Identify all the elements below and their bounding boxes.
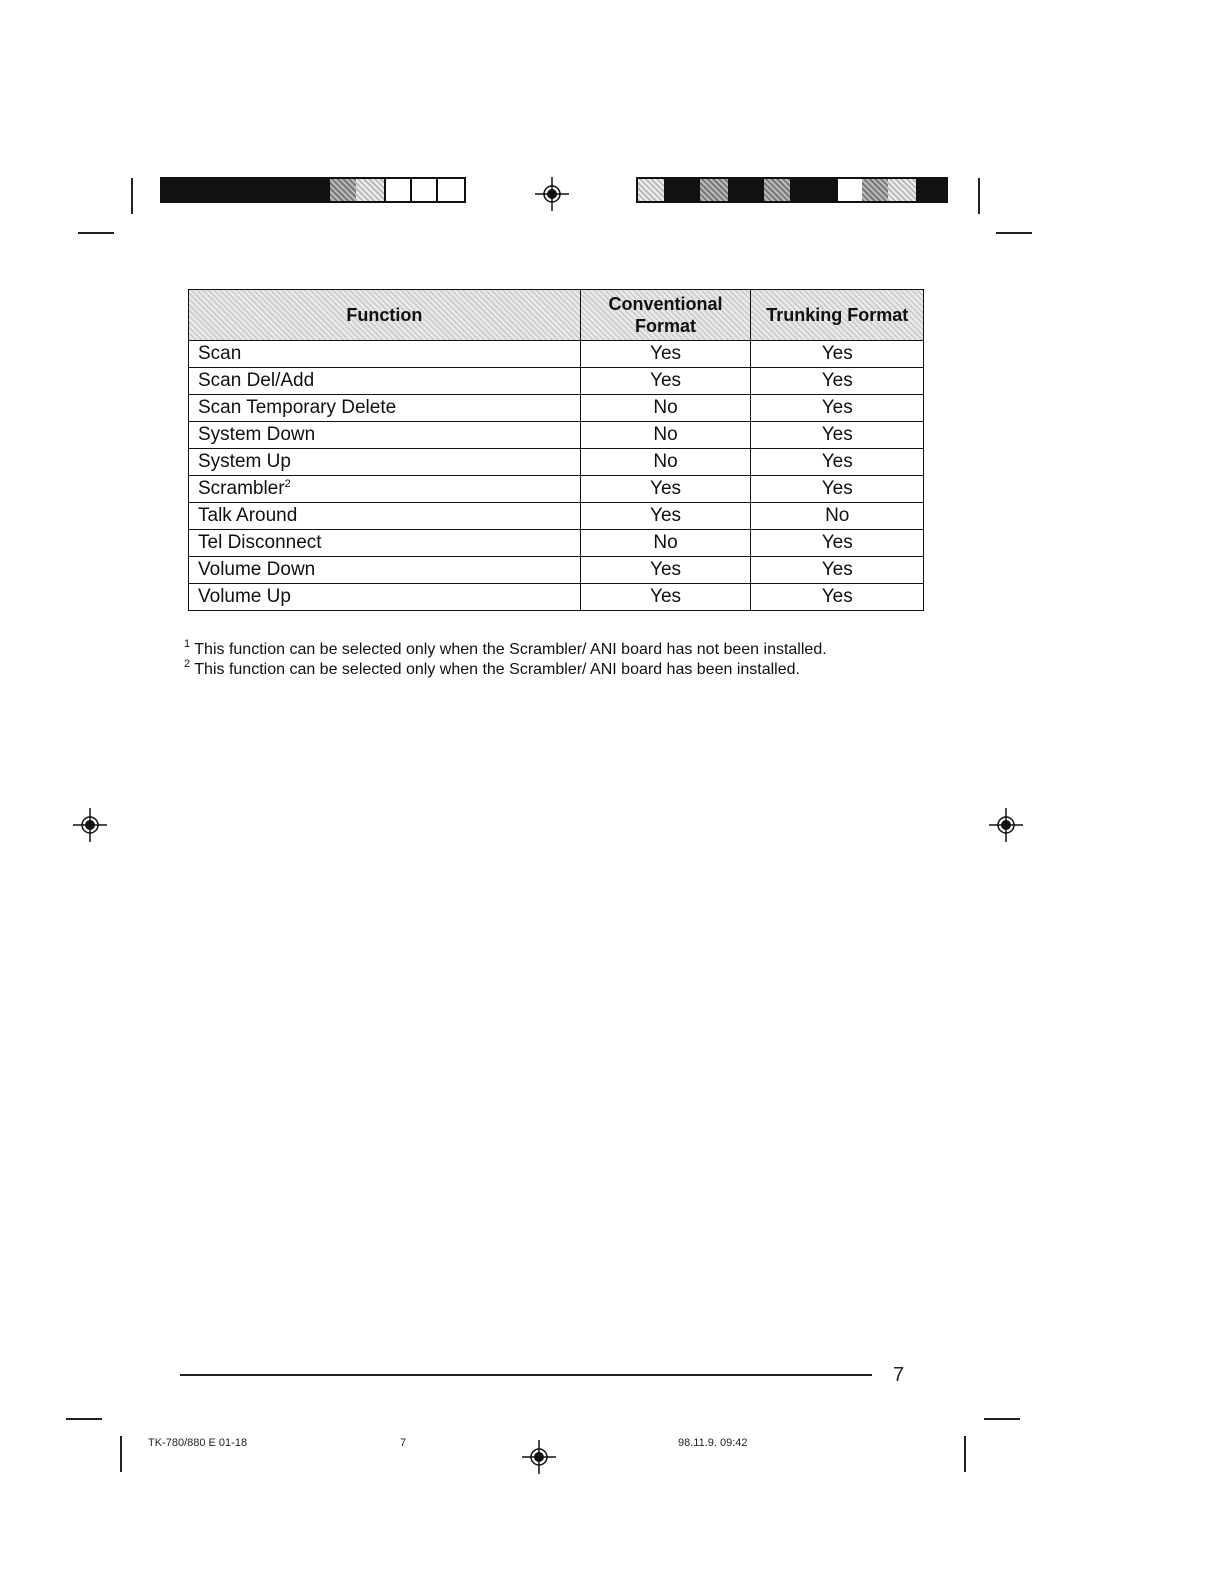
cell-function bbox=[189, 557, 581, 584]
cell-conventional: No bbox=[580, 395, 751, 422]
cell-function bbox=[189, 449, 581, 476]
table-header-row bbox=[189, 290, 924, 341]
function-label: Volume Down bbox=[198, 559, 316, 580]
crop-mark bbox=[120, 1436, 122, 1472]
registration-mark-icon bbox=[987, 806, 1025, 844]
function-label: Talk Around bbox=[198, 505, 298, 526]
cell-function bbox=[189, 476, 581, 503]
slug-page: 7 bbox=[400, 1437, 407, 1449]
footnote-text: This function can be selected only when the Scrambler/ ANI board has been installed. bbox=[194, 661, 800, 678]
cell-trunking: Yes bbox=[751, 422, 924, 449]
header-trunking-format: Trunking Format bbox=[751, 290, 924, 341]
crop-mark bbox=[964, 1436, 966, 1472]
cell-trunking: Yes bbox=[751, 368, 924, 395]
crop-mark bbox=[131, 178, 133, 214]
table-row bbox=[189, 584, 924, 611]
footnote-mark: 2 bbox=[184, 658, 191, 670]
table-row bbox=[189, 341, 924, 368]
cell-conventional: No bbox=[580, 530, 751, 557]
cell-trunking: Yes bbox=[751, 341, 924, 368]
header-function: Function bbox=[189, 290, 581, 341]
cell-conventional: No bbox=[580, 449, 751, 476]
cell-function bbox=[189, 341, 581, 368]
footnote-2 bbox=[184, 660, 924, 680]
cell-trunking: Yes bbox=[751, 395, 924, 422]
color-bar-left bbox=[160, 177, 466, 203]
crop-mark bbox=[996, 232, 1032, 234]
function-label: Tel Disconnect bbox=[198, 532, 322, 553]
table-body bbox=[189, 341, 924, 611]
cell-trunking: No bbox=[751, 503, 924, 530]
slug-file: TK-780/880 E 01-18 bbox=[148, 1437, 248, 1449]
crop-mark bbox=[984, 1418, 1020, 1420]
table-row bbox=[189, 422, 924, 449]
cell-function bbox=[189, 368, 581, 395]
page-number: 7 bbox=[893, 1364, 905, 1386]
function-table bbox=[188, 289, 924, 611]
header-conventional-format: Conventional Format bbox=[580, 290, 751, 341]
crop-mark bbox=[78, 232, 114, 234]
registration-mark-icon bbox=[533, 175, 571, 213]
cell-function bbox=[189, 530, 581, 557]
cell-conventional: Yes bbox=[580, 503, 751, 530]
function-label: Volume Up bbox=[198, 586, 291, 607]
cell-conventional: Yes bbox=[580, 476, 751, 503]
footnotes bbox=[184, 640, 924, 680]
crop-mark bbox=[978, 178, 980, 214]
table-row bbox=[189, 395, 924, 422]
cell-trunking: Yes bbox=[751, 530, 924, 557]
cell-function bbox=[189, 503, 581, 530]
function-label: System Up bbox=[198, 451, 291, 472]
crop-mark bbox=[66, 1418, 102, 1420]
footnote-1 bbox=[184, 640, 924, 660]
function-label: Scan Temporary Delete bbox=[198, 397, 397, 418]
cell-trunking: Yes bbox=[751, 449, 924, 476]
table-row bbox=[189, 557, 924, 584]
cell-trunking: Yes bbox=[751, 557, 924, 584]
footer-rule bbox=[180, 1374, 872, 1376]
cell-conventional: Yes bbox=[580, 557, 751, 584]
footnote-ref: 2 bbox=[284, 478, 291, 490]
footnote-mark: 1 bbox=[184, 638, 191, 650]
cell-function bbox=[189, 395, 581, 422]
cell-conventional: Yes bbox=[580, 584, 751, 611]
function-label: System Down bbox=[198, 424, 316, 445]
color-bar-right bbox=[636, 177, 948, 203]
function-label: Scan Del/Add bbox=[198, 370, 315, 391]
cell-conventional: No bbox=[580, 422, 751, 449]
cell-trunking: Yes bbox=[751, 584, 924, 611]
registration-mark-icon bbox=[520, 1438, 558, 1476]
cell-function bbox=[189, 422, 581, 449]
cell-conventional: Yes bbox=[580, 368, 751, 395]
table-row bbox=[189, 368, 924, 395]
table-row bbox=[189, 530, 924, 557]
table-row bbox=[189, 449, 924, 476]
table-row bbox=[189, 476, 924, 503]
function-label: Scan bbox=[198, 343, 242, 364]
footnote-text: This function can be selected only when the Scrambler/ ANI board has not been installed. bbox=[194, 641, 827, 658]
table-row bbox=[189, 503, 924, 530]
function-label: Scrambler bbox=[198, 478, 285, 499]
cell-function bbox=[189, 584, 581, 611]
cell-trunking: Yes bbox=[751, 476, 924, 503]
registration-mark-icon bbox=[71, 806, 109, 844]
slug-datetime: 98.11.9. 09:42 bbox=[678, 1437, 748, 1449]
cell-conventional: Yes bbox=[580, 341, 751, 368]
